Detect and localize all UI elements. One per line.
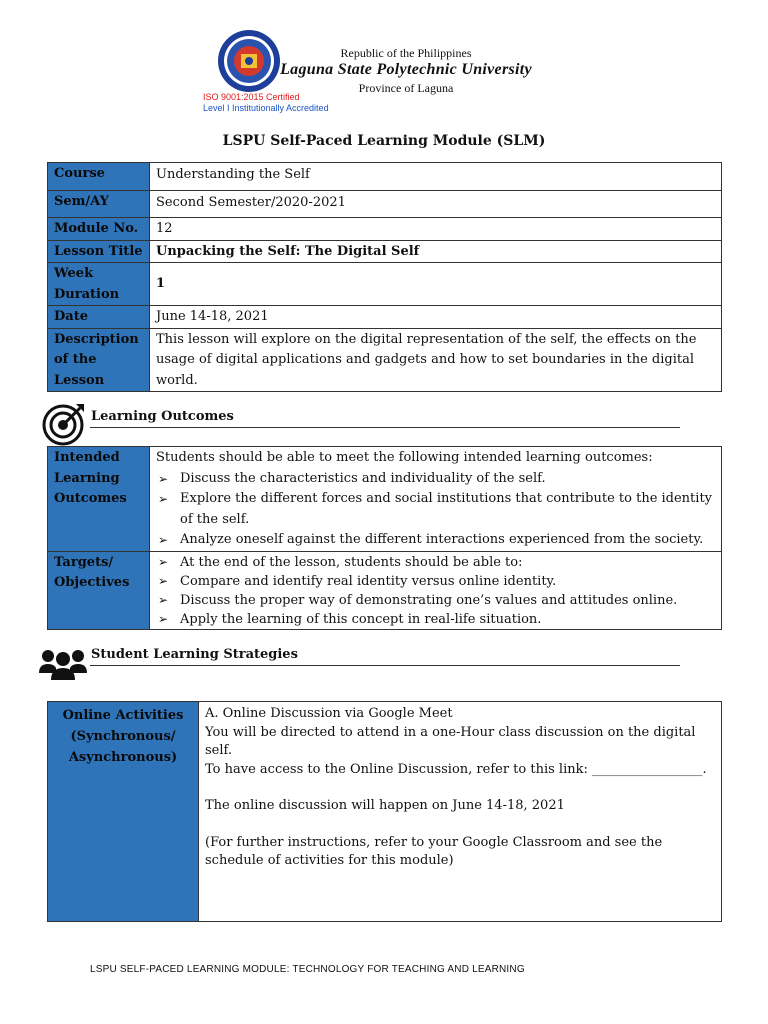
divider (90, 665, 680, 666)
activity-link-line: To have access to the Online Discussion, refer to this link: _________________. (205, 761, 707, 777)
arrow-bullet-icon: ➢ (158, 492, 169, 506)
module-no-value: 12 (150, 218, 722, 241)
university-name: Laguna State Polytechnic University (280, 61, 532, 78)
list-item: ➢ At the end of the lesson, students should be able to: (158, 554, 523, 570)
description-label: Description of the Lesson (48, 328, 150, 392)
intended-outcomes-label: Intended Learning Outcomes (48, 447, 150, 552)
group-icon (38, 647, 88, 681)
table-row (48, 328, 722, 392)
arrow-bullet-icon: ➢ (158, 554, 169, 569)
lesson-title-value: Unpacking the Self: The Digital Self (150, 240, 722, 263)
republic-label: Republic of the Philippines (340, 46, 472, 60)
activity-line: You will be directed to attend in a one-Hour class discussion on the digital self. (205, 724, 696, 758)
module-no-label: Module No. (48, 218, 150, 241)
online-activities-label: Online Activities (Synchronous/ Asynchronous) (48, 702, 199, 922)
arrow-bullet-icon: ➢ (158, 471, 169, 486)
strategies-table (47, 701, 722, 922)
targets-label: Targets/ Objectives (48, 551, 150, 629)
arrow-bullet-icon: ➢ (158, 592, 169, 607)
accreditation-label: Level I Institutionally Accredited (203, 103, 329, 113)
arrow-bullet-icon: ➢ (158, 573, 169, 588)
course-value: Understanding the Self (150, 163, 722, 191)
sem-ay-value: Second Semester/2020-2021 (150, 191, 722, 218)
course-info-table (47, 162, 722, 392)
targets-cell (150, 551, 722, 629)
week-duration-value: 1 (150, 263, 722, 306)
list-item: ➢ Compare and identify real identity versus online identity. (158, 573, 557, 589)
table-row (48, 702, 722, 922)
date-value: June 14-18, 2021 (150, 306, 722, 329)
online-activities-cell (199, 702, 722, 922)
table-row (48, 163, 722, 191)
activity-instructions: (For further instructions, refer to your Google Classroom and see the schedule of activities for this module) (205, 834, 663, 868)
sem-ay-label: Sem/AY (48, 191, 150, 218)
lesson-title-label: Lesson Title (48, 240, 150, 263)
activity-title: A. Online Discussion via Google Meet (205, 706, 453, 721)
list-item: ➢ Apply the learning of this concept in real-life situation. (158, 611, 542, 627)
date-label: Date (48, 306, 150, 329)
learning-outcomes-table (47, 446, 722, 630)
strategies-heading: Student Learning Strategies (91, 647, 298, 662)
description-value: This lesson will explore on the digital representation of the self, the effects on the usage of digital applications and gadgets and how to set boundaries in the digital world. (150, 328, 722, 392)
list-item: ➢ Analyze oneself against the different interactions experienced from the society. (156, 530, 715, 551)
target-icon (42, 402, 86, 446)
page-footer: LSPU SELF-PACED LEARNING MODULE: TECHNOLOGY FOR TEACHING AND LEARNING (90, 964, 525, 975)
table-row (48, 218, 722, 241)
arrow-bullet-icon: ➢ (158, 533, 169, 547)
learning-outcomes-heading: Learning Outcomes (91, 409, 234, 424)
list-item: ➢ Discuss the proper way of demonstrating one’s values and attitudes online. (158, 592, 678, 608)
divider (90, 427, 680, 428)
module-title: LSPU Self-Paced Learning Module (SLM) (222, 133, 546, 149)
arrow-bullet-icon: ➢ (158, 611, 169, 626)
intended-intro: Students should be able to meet the following intended learning outcomes: (156, 450, 653, 465)
course-label: Course (48, 163, 150, 191)
table-row (48, 263, 722, 306)
table-row (48, 191, 722, 218)
list-item: ➢ Discuss the characteristics and individuality of the self. (156, 469, 715, 490)
table-row (48, 306, 722, 329)
intended-outcomes-cell (150, 447, 722, 552)
week-duration-label: Week Duration (48, 263, 150, 306)
table-row (48, 240, 722, 263)
table-row (48, 447, 722, 552)
iso-certification: ISO 9001:2015 Certified (203, 92, 300, 102)
list-item: ➢ Explore the different forces and social institutions that contribute to the identity of the self. (156, 489, 715, 530)
table-row (48, 551, 722, 629)
province-label: Province of Laguna (358, 81, 454, 95)
activity-schedule: The online discussion will happen on June 14-18, 2021 (205, 798, 565, 813)
